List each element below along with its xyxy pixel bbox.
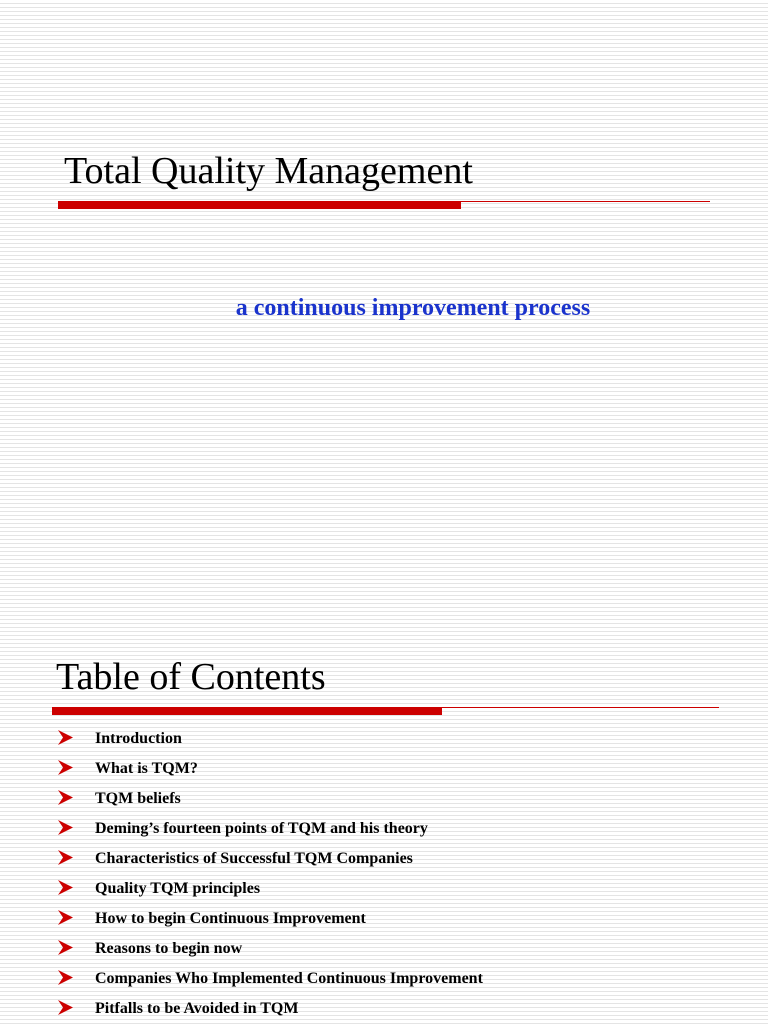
arrowhead-bullet-icon [57,789,74,806]
list-item [54,936,483,966]
list-item [54,846,483,876]
arrowhead-bullet-icon [57,759,74,776]
slide-subtitle: a continuous improvement process [235,295,591,321]
contents-title: Table of Contents [56,656,326,698]
arrowhead-bullet-icon [57,849,74,866]
list-item [54,996,483,1026]
list-item [54,726,483,756]
arrowhead-bullet-icon [57,939,74,956]
arrowhead-bullet-icon [57,909,74,926]
arrowhead-bullet-icon [57,969,74,986]
list-item-label: What is TQM? [95,760,198,777]
list-item-label: Reasons to begin now [95,940,243,957]
list-item-label: Companies Who Implemented Continuous Improvement [95,970,483,987]
list-item-label: Introduction [95,730,182,747]
list-item [54,966,483,996]
slide-title: Total Quality Management [64,150,473,192]
list-item [54,816,483,846]
list-item [54,876,483,906]
list-item-label: Characteristics of Successful TQM Companies [95,850,413,867]
list-item-label: Quality TQM principles [95,880,261,897]
list-item [54,906,483,936]
arrowhead-bullet-icon [57,819,74,836]
list-item [54,786,483,816]
list-item-label: Deming’s fourteen points of TQM and his theory [95,820,428,837]
list-item-label: TQM beliefs [95,790,181,807]
arrowhead-bullet-icon [57,729,74,746]
list-item-label: Pitfalls to be Avoided in TQM [95,1000,299,1017]
list-item-label: How to begin Continuous Improvement [95,910,366,927]
table-of-contents-list [54,726,483,1026]
arrowhead-bullet-icon [57,879,74,896]
contents-slide [0,620,768,1024]
contents-underline-thick [52,708,442,715]
title-underline-thick [58,202,461,209]
arrowhead-bullet-icon [57,999,74,1016]
list-item [54,756,483,786]
